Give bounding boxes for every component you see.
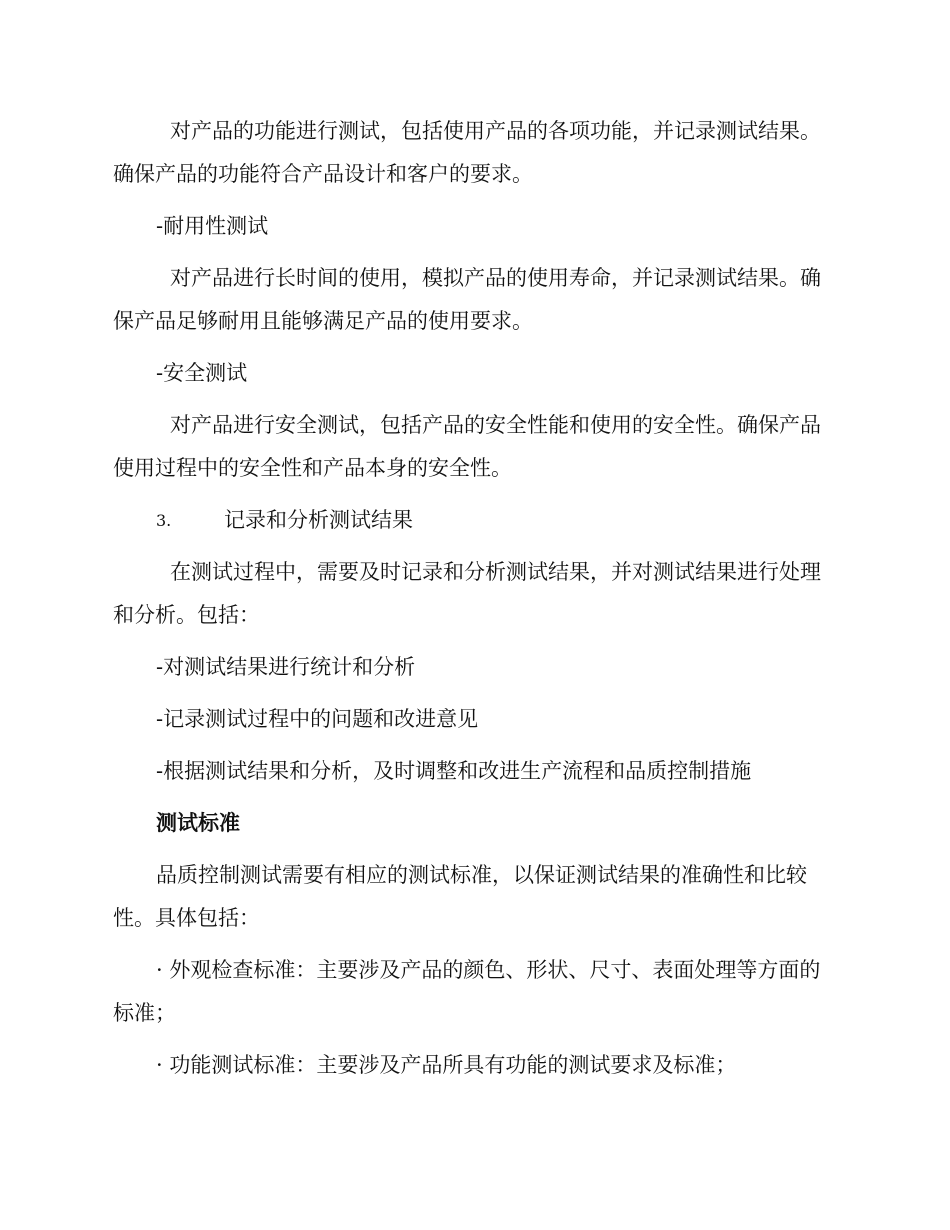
paragraph-standards-intro: 品质控制测试需要有相应的测试标准，以保证测试结果的准确性和比较性。具体包括：: [113, 863, 807, 930]
list-item: -对测试结果进行统计和分析: [156, 655, 416, 679]
bullet-appearance-standard: · 外观检查标准：主要涉及产品的颜色、形状、尺寸、表面处理等方面的标准；: [113, 958, 821, 1025]
section-3-heading: [113, 499, 833, 542]
paragraph-safety-test: 对产品进行安全测试，包括产品的安全性能和使用的安全性。确保产品使用过程中的安全性和产品本身的安全性。: [113, 413, 821, 480]
heading-test-standards: 测试标准: [156, 811, 240, 835]
document-page: [113, 110, 833, 1096]
item-durability-test: -耐用性测试: [156, 214, 269, 238]
list-item: -记录测试过程中的问题和改进意见: [156, 707, 479, 731]
paragraph-function-test: 对产品的功能进行测试，包括使用产品的各项功能，并记录测试结果。确保产品的功能符合产品设计和客户的要求。: [113, 119, 821, 186]
list-item: -根据测试结果和分析，及时调整和改进生产流程和品质控制措施: [156, 759, 752, 783]
item-safety-test: -安全测试: [156, 361, 248, 385]
bullet-function-standard: · 功能测试标准：主要涉及产品所具有功能的测试要求及标准；: [156, 1053, 737, 1077]
paragraph-record-analysis: 在测试过程中，需要及时记录和分析测试结果，并对测试结果进行处理和分析。包括：: [113, 560, 821, 627]
section-number: 3.: [156, 511, 172, 530]
paragraph-durability-test: 对产品进行长时间的使用，模拟产品的使用寿命，并记录测试结果。确保产品足够耐用且能够满足产品的使用要求。: [113, 266, 821, 333]
section-title: 记录和分析测试结果: [224, 508, 413, 532]
